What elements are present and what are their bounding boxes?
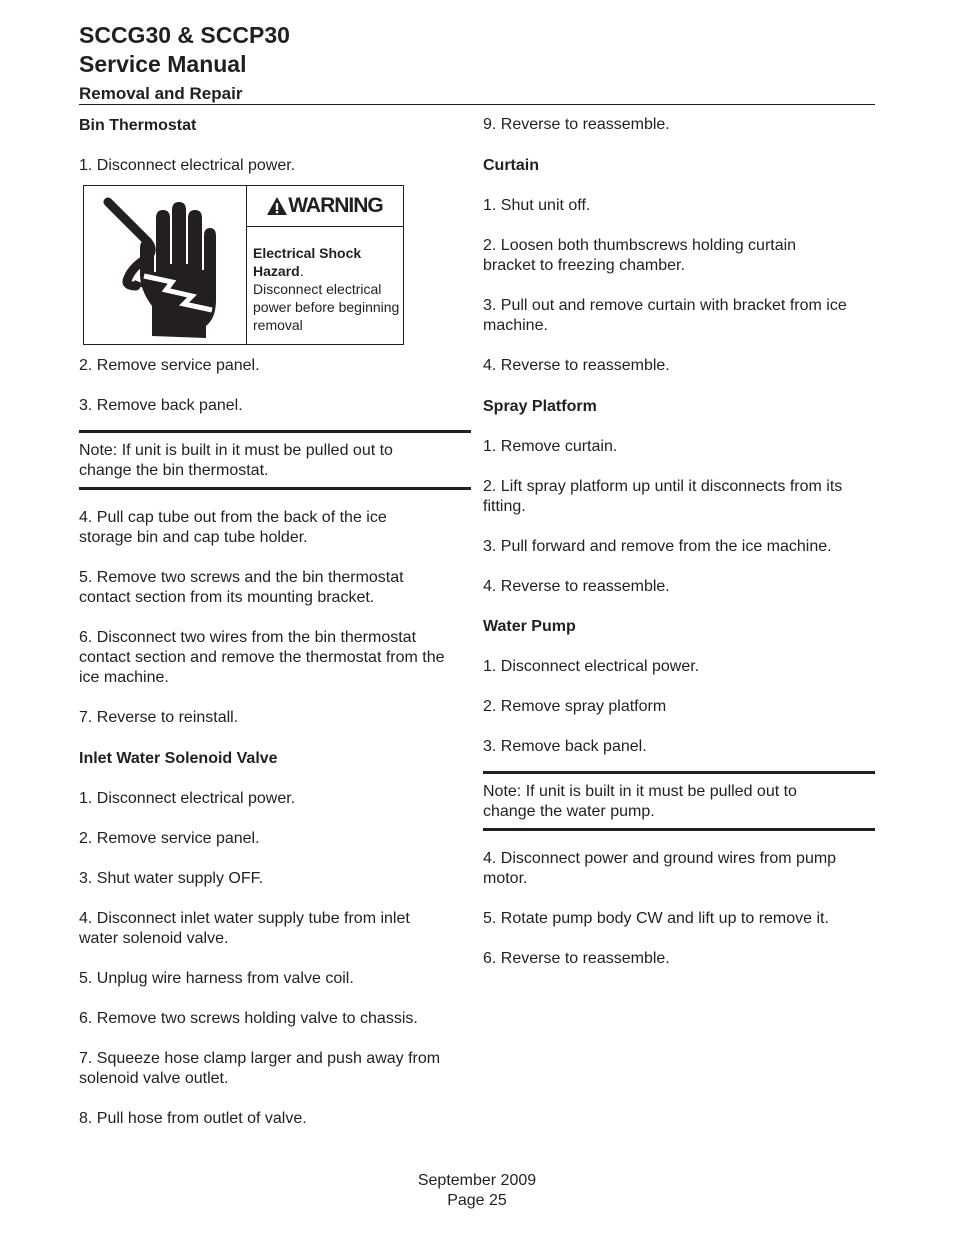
warning-label: WARNING xyxy=(288,194,383,217)
spray-step-1: 1. Remove curtain. xyxy=(483,438,618,455)
warning-box xyxy=(83,185,404,345)
valve-step-9: 9. Reverse to reassemble. xyxy=(483,116,670,133)
pump-note-rule-bottom xyxy=(483,828,875,831)
water-pump-heading: Water Pump xyxy=(483,618,576,635)
header-rule xyxy=(79,104,875,105)
curtain-step-3: 3. Pull out and remove curtain with bracket from ice machine. xyxy=(483,297,847,334)
note-rule-bottom xyxy=(79,487,471,490)
valve-step-2: 2. Remove service panel. xyxy=(79,830,260,847)
bin-step-4: 4. Pull cap tube out from the back of the ice storage bin and cap tube holder. xyxy=(79,509,387,546)
pump-step-3: 3. Remove back panel. xyxy=(483,738,647,755)
bin-step-5: 5. Remove two screws and the bin thermostat contact section from its mounting bracket. xyxy=(79,569,404,606)
inlet-valve-heading: Inlet Water Solenoid Valve xyxy=(79,750,278,767)
warning-text xyxy=(253,244,403,334)
valve-step-4: 4. Disconnect inlet water supply tube from inlet water solenoid valve. xyxy=(79,910,410,947)
valve-step-1: 1. Disconnect electrical power. xyxy=(79,790,296,807)
valve-step-5: 5. Unplug wire harness from valve coil. xyxy=(79,970,354,987)
section-heading: Removal and Repair xyxy=(79,84,243,103)
pump-step-2: 2. Remove spray platform xyxy=(483,698,667,715)
electrical-shock-hand-icon xyxy=(84,186,247,344)
bin-step-3: 3. Remove back panel. xyxy=(79,397,243,414)
curtain-step-1: 1. Shut unit off. xyxy=(483,197,591,214)
footer-date: September 2009 xyxy=(417,1172,537,1189)
curtain-step-4: 4. Reverse to reassemble. xyxy=(483,357,670,374)
warning-hazard-title: Electrical Shock Hazard xyxy=(253,245,362,279)
bin-step-1: 1. Disconnect electrical power. xyxy=(79,157,296,174)
warning-instruction: Disconnect electrical power before beginning removal xyxy=(253,281,400,333)
curtain-step-2: 2. Loosen both thumbscrews holding curtain bracket to freezing chamber. xyxy=(483,237,797,274)
warning-period: . xyxy=(299,263,304,279)
spray-step-4: 4. Reverse to reassemble. xyxy=(483,578,670,595)
document-subtitle: Service Manual xyxy=(79,51,247,77)
bin-step-6: 6. Disconnect two wires from the bin thermostat contact section and remove the thermostat from the ice machine. xyxy=(79,629,445,686)
page-footer xyxy=(0,1171,954,1211)
warning-triangle-icon xyxy=(266,196,288,216)
note-rule-top xyxy=(79,430,471,433)
document-title: SCCG30 & SCCP30 xyxy=(79,22,290,48)
valve-step-6: 6. Remove two screws holding valve to chassis. xyxy=(79,1010,418,1027)
bin-note: Note: If unit is built in it must be pulled out to change the bin thermostat. xyxy=(79,442,393,479)
warning-header xyxy=(246,186,403,227)
valve-step-3: 3. Shut water supply OFF. xyxy=(79,870,264,887)
spray-step-3: 3. Pull forward and remove from the ice machine. xyxy=(483,538,832,555)
spray-step-2: 2. Lift spray platform up until it disconnects from its fitting. xyxy=(483,478,843,515)
bin-step-2: 2. Remove service panel. xyxy=(79,357,260,374)
pump-step-1: 1. Disconnect electrical power. xyxy=(483,658,700,675)
spray-platform-heading: Spray Platform xyxy=(483,398,597,415)
pump-step-4: 4. Disconnect power and ground wires from pump motor. xyxy=(483,850,837,887)
valve-step-7: 7. Squeeze hose clamp larger and push away from solenoid valve outlet. xyxy=(79,1050,441,1087)
pump-step-5: 5. Rotate pump body CW and lift up to remove it. xyxy=(483,910,829,927)
page-number: Page 25 xyxy=(447,1192,507,1209)
curtain-heading: Curtain xyxy=(483,157,539,174)
pump-step-6: 6. Reverse to reassemble. xyxy=(483,950,670,967)
valve-step-8: 8. Pull hose from outlet of valve. xyxy=(79,1110,307,1127)
bin-thermostat-heading: Bin Thermostat xyxy=(79,117,197,134)
pump-note-rule-top xyxy=(483,771,875,774)
bin-step-7: 7. Reverse to reinstall. xyxy=(79,709,239,726)
pump-note: Note: If unit is built in it must be pulled out to change the water pump. xyxy=(483,783,797,820)
